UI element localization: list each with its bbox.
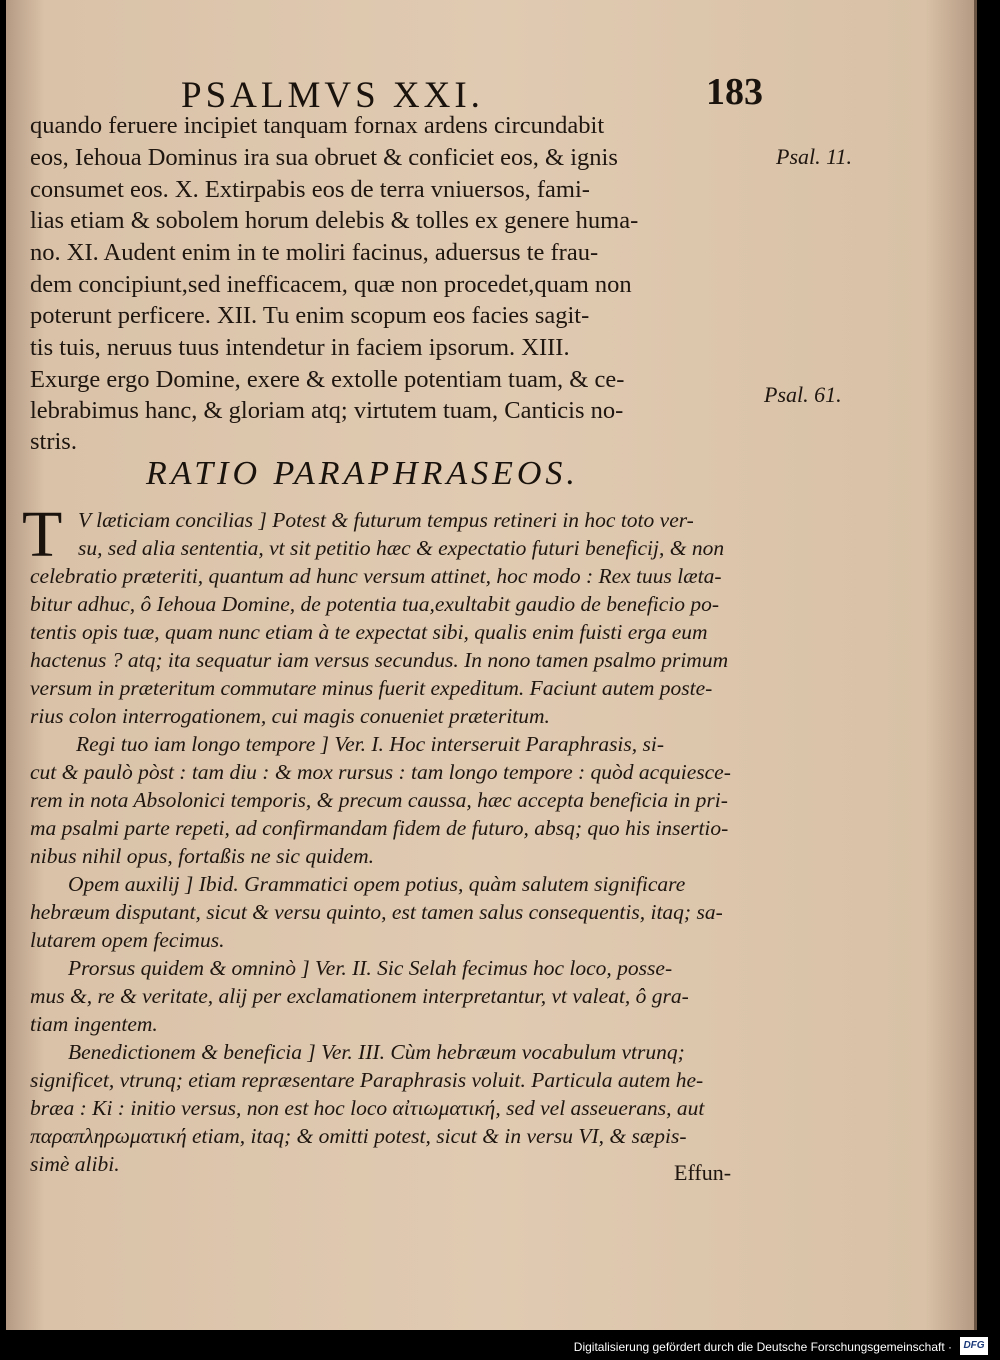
text-line: Exurge ergo Domine, exere & extolle potentiam tuam, & ce- [30,366,625,393]
text-line: consumet eos. X. Extirpabis eos de terra vniuersos, fami- [30,176,590,203]
text-line: bræa : Ki : initio versus, non est hoc loco αἰτιωματική, sed vel asseuerans, aut [30,1096,705,1120]
text-line: tiam ingentem. [30,1012,158,1036]
text-line: mus &, re & veritate, alij per exclamationem interpretantur, vt valeat, ô gra- [30,984,689,1008]
dfg-logo-icon: DFG [960,1337,988,1355]
text-line: versum in præteritum commutare minus fuerit expeditum. Faciunt autem poste- [30,676,713,700]
text-line: simè alibi. [30,1152,120,1176]
text-line: ma psalmi parte repeti, ad confirmandam fidem de futuro, absq; quo his insertio- [30,816,729,840]
book-page [6,0,977,1330]
text-line: lutarem opem fecimus. [30,928,225,952]
text-line: rius colon interrogationem, cui magis conueniet præteritum. [30,704,550,728]
text-line: dem concipiunt,sed inefficacem, quæ non procedet,quam non [30,271,632,298]
text-line: celebratio præteriti, quantum ad hunc versum attinet, hoc modo : Rex tuus læta- [30,564,722,588]
text-line: bitur adhuc, ô Iehoua Domine, de potentia tua,exultabit gaudio de beneficio po- [30,592,720,616]
text-line: poterunt perficere. XII. Tu enim scopum eos facies sagit- [30,302,590,329]
catchword: Effun- [674,1160,732,1185]
text-line: lebrabimus hanc, & gloriam atq; virtutem tuam, Canticis no- [30,397,624,424]
text-line: tentis opis tuæ, quam nunc etiam à te expectat sibi, qualis enim fuisti erga eum [30,620,708,644]
text-line: no. XI. Audent enim in te moliri facinus, aduersus te frau- [30,239,599,266]
text-line: tis tuis, neruus tuus intendetur in faciem ipsorum. XIII. [30,334,570,361]
text-line: cut & paulò pòst : tam diu : & mox rursus : tam longo tempore : quòd acquiesce- [30,760,731,784]
running-head: PSALMVS XXI. [181,75,484,116]
text-line: hactenus ? atq; ita sequatur iam versus secundus. In nono tamen psalmo primum [30,648,729,672]
text-line: Benedictionem & beneficia ] Ver. III. Cùm hebræum vocabulum vtrunq; [68,1040,685,1064]
text-line: nibus nihil opus, fortaßis ne sic quidem. [30,844,374,868]
text-line: Opem auxilij ] Ibid. Grammatici opem potius, quàm salutem significare [68,872,686,896]
text-line: Regi tuo iam longo tempore ] Ver. I. Hoc interseruit Paraphrasis, si- [76,732,665,756]
text-line: quando feruere incipiet tanquam fornax ardens circundabit [30,112,605,139]
margin-note: Psal. 61. [764,382,842,407]
text-line: Prorsus quidem & omninò ] Ver. II. Sic Selah fecimus hoc loco, posse- [68,956,673,980]
text-line: V læticiam concilias ] Potest & futurum tempus retineri in hoc toto ver- [78,508,694,532]
text-line: lias etiam & sobolem horum delebis & tolles ex genere huma- [30,207,639,234]
funding-credit: Digitalisierung gefördert durch die Deutsche Forschungsgemeinschaft · [573,1340,952,1354]
margin-note: Psal. 11. [776,144,852,169]
text-line: eos, Iehoua Dominus ira sua obruet & conficiet eos, & ignis [30,144,618,171]
text-line: su, sed alia sententia, vt sit petitio hæc & expectatio futuri beneficij, & non [78,536,725,560]
drop-capital: T [22,498,63,571]
text-line: significet, vtrunq; etiam repræsentare Paraphrasis voluit. Particula autem he- [30,1068,704,1092]
section-heading: RATIO PARAPHRASEOS. [146,455,579,492]
text-line: παραπληρωματική etiam, itaq; & omitti potest, sicut & in versu VI, & sæpis- [30,1124,687,1148]
page-number: 183 [706,71,763,113]
text-line: hebræum disputant, sicut & versu quinto, est tamen salus consequentis, itaq; sa- [30,900,723,924]
text-line: stris. [30,428,77,455]
text-line: rem in nota Absolonici temporis, & precum caussa, hæc accepta beneficia in pri- [30,788,728,812]
